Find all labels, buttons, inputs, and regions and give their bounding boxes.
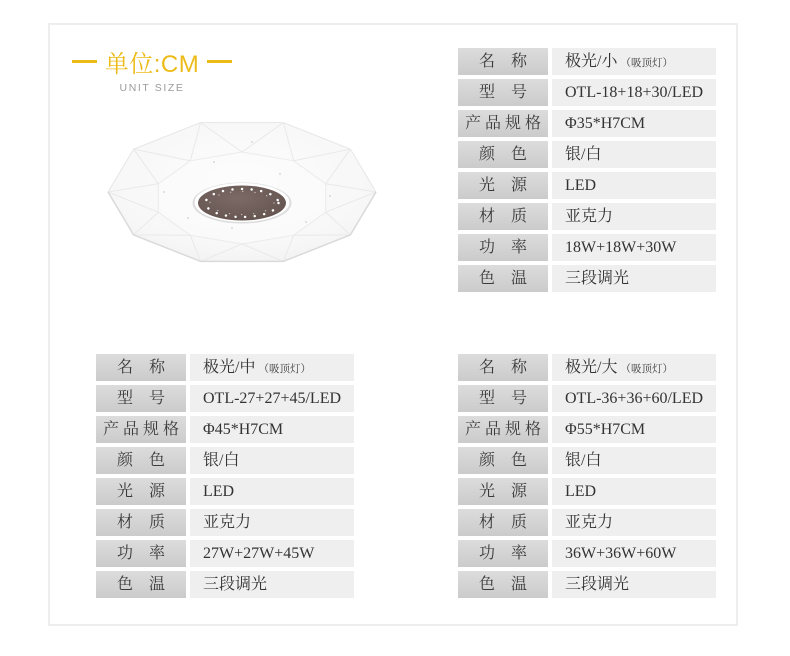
spec-value-cell bbox=[190, 354, 354, 381]
spec-label: 材 质 bbox=[96, 509, 186, 536]
spec-value: LED bbox=[565, 177, 597, 194]
spec-row bbox=[458, 385, 716, 412]
spec-row bbox=[458, 571, 716, 598]
spec-value-cell bbox=[552, 79, 716, 106]
spec-row bbox=[458, 234, 716, 261]
spec-value: 27W+27W+45W bbox=[203, 545, 315, 562]
spec-value-note: （吸顶灯） bbox=[620, 58, 673, 69]
spec-value-note: （吸顶灯） bbox=[620, 364, 673, 375]
unit-title: 单位:CM bbox=[104, 51, 200, 78]
spec-row bbox=[458, 509, 716, 536]
spec-row bbox=[458, 540, 716, 567]
spec-value: 银/白 bbox=[203, 452, 240, 469]
spec-value: 极光/中 bbox=[203, 359, 256, 376]
spec-value: 三段调光 bbox=[565, 270, 630, 287]
spec-table-large bbox=[458, 354, 716, 602]
spec-value: OTL-36+36+60/LED bbox=[565, 390, 704, 407]
spec-value: 36W+36W+60W bbox=[565, 545, 677, 562]
spec-value-cell bbox=[190, 509, 354, 536]
spec-value: Φ55*H7CM bbox=[565, 421, 646, 438]
spec-value-cell bbox=[552, 141, 716, 168]
spec-value-cell bbox=[552, 203, 716, 230]
spec-row bbox=[458, 265, 716, 292]
spec-value-cell bbox=[190, 571, 354, 598]
spec-value-cell bbox=[190, 478, 354, 505]
spec-row bbox=[458, 447, 716, 474]
spec-value-cell bbox=[552, 447, 716, 474]
spec-row bbox=[96, 571, 354, 598]
spec-label: 光 源 bbox=[458, 478, 548, 505]
spec-value: 三段调光 bbox=[565, 576, 630, 593]
spec-row bbox=[96, 385, 354, 412]
spec-label: 名 称 bbox=[96, 354, 186, 381]
title-dash-right-icon bbox=[207, 60, 232, 63]
spec-value-cell bbox=[190, 385, 354, 412]
spec-label: 色 温 bbox=[458, 265, 548, 292]
spec-value: 三段调光 bbox=[203, 576, 268, 593]
spec-value-cell bbox=[552, 385, 716, 412]
spec-value: 银/白 bbox=[565, 452, 602, 469]
spec-label: 功 率 bbox=[458, 234, 548, 261]
spec-value: Φ45*H7CM bbox=[203, 421, 284, 438]
spec-value-cell bbox=[190, 416, 354, 443]
product-photo-ceiling-lamp bbox=[92, 100, 392, 272]
spec-value: Φ35*H7CM bbox=[565, 115, 646, 132]
spec-label: 产 品 规 格 bbox=[458, 110, 548, 137]
spec-value-cell bbox=[190, 447, 354, 474]
spec-row bbox=[458, 110, 716, 137]
spec-value: 亚克力 bbox=[565, 208, 614, 225]
spec-row bbox=[458, 141, 716, 168]
spec-table-medium bbox=[96, 354, 354, 602]
spec-row bbox=[96, 447, 354, 474]
spec-label: 型 号 bbox=[458, 79, 548, 106]
spec-value-cell bbox=[552, 416, 716, 443]
spec-value: LED bbox=[565, 483, 597, 500]
spec-label: 产 品 规 格 bbox=[458, 416, 548, 443]
spec-row bbox=[96, 509, 354, 536]
spec-label: 型 号 bbox=[96, 385, 186, 412]
spec-label: 颜 色 bbox=[96, 447, 186, 474]
lamp-center-plate bbox=[193, 183, 292, 224]
spec-label: 名 称 bbox=[458, 48, 548, 75]
spec-label: 颜 色 bbox=[458, 447, 548, 474]
spec-row bbox=[96, 416, 354, 443]
spec-value-cell bbox=[552, 540, 716, 567]
spec-value-cell bbox=[552, 571, 716, 598]
spec-label: 型 号 bbox=[458, 385, 548, 412]
spec-label: 功 率 bbox=[458, 540, 548, 567]
spec-row bbox=[458, 478, 716, 505]
spec-row bbox=[96, 354, 354, 381]
spec-value: 极光/大 bbox=[565, 359, 618, 376]
spec-value-cell bbox=[552, 110, 716, 137]
spec-value-cell bbox=[552, 509, 716, 536]
spec-table-small bbox=[458, 48, 716, 296]
spec-row bbox=[458, 48, 716, 75]
spec-label: 产 品 规 格 bbox=[96, 416, 186, 443]
spec-row bbox=[458, 79, 716, 106]
spec-row bbox=[458, 416, 716, 443]
spec-value-note: （吸顶灯） bbox=[258, 364, 311, 375]
spec-row bbox=[96, 478, 354, 505]
spec-value: 亚克力 bbox=[565, 514, 614, 531]
spec-row bbox=[458, 354, 716, 381]
unit-subtitle: UNIT SIZE bbox=[119, 82, 185, 94]
spec-value: 银/白 bbox=[565, 146, 602, 163]
spec-value: LED bbox=[203, 483, 235, 500]
spec-row bbox=[458, 203, 716, 230]
spec-label: 功 率 bbox=[96, 540, 186, 567]
spec-label: 名 称 bbox=[458, 354, 548, 381]
spec-label: 颜 色 bbox=[458, 141, 548, 168]
spec-label: 色 温 bbox=[458, 571, 548, 598]
spec-value: OTL-27+27+45/LED bbox=[203, 390, 342, 407]
spec-value-cell bbox=[552, 234, 716, 261]
spec-value-cell bbox=[552, 172, 716, 199]
spec-label: 色 温 bbox=[96, 571, 186, 598]
spec-label: 材 质 bbox=[458, 203, 548, 230]
spec-row bbox=[458, 172, 716, 199]
spec-value-cell bbox=[552, 265, 716, 292]
spec-label: 光 源 bbox=[96, 478, 186, 505]
spec-value-cell bbox=[190, 540, 354, 567]
spec-value-cell bbox=[552, 354, 716, 381]
spec-value: 极光/小 bbox=[565, 53, 618, 70]
spec-value-cell bbox=[552, 48, 716, 75]
unit-header bbox=[66, 44, 238, 94]
spec-row bbox=[96, 540, 354, 567]
spec-label: 光 源 bbox=[458, 172, 548, 199]
spec-value: 18W+18W+30W bbox=[565, 239, 677, 256]
spec-value: OTL-18+18+30/LED bbox=[565, 84, 704, 101]
title-dash-left-icon bbox=[72, 60, 97, 63]
spec-value-cell bbox=[552, 478, 716, 505]
spec-label: 材 质 bbox=[458, 509, 548, 536]
spec-value: 亚克力 bbox=[203, 514, 252, 531]
unit-title-row bbox=[66, 44, 238, 79]
